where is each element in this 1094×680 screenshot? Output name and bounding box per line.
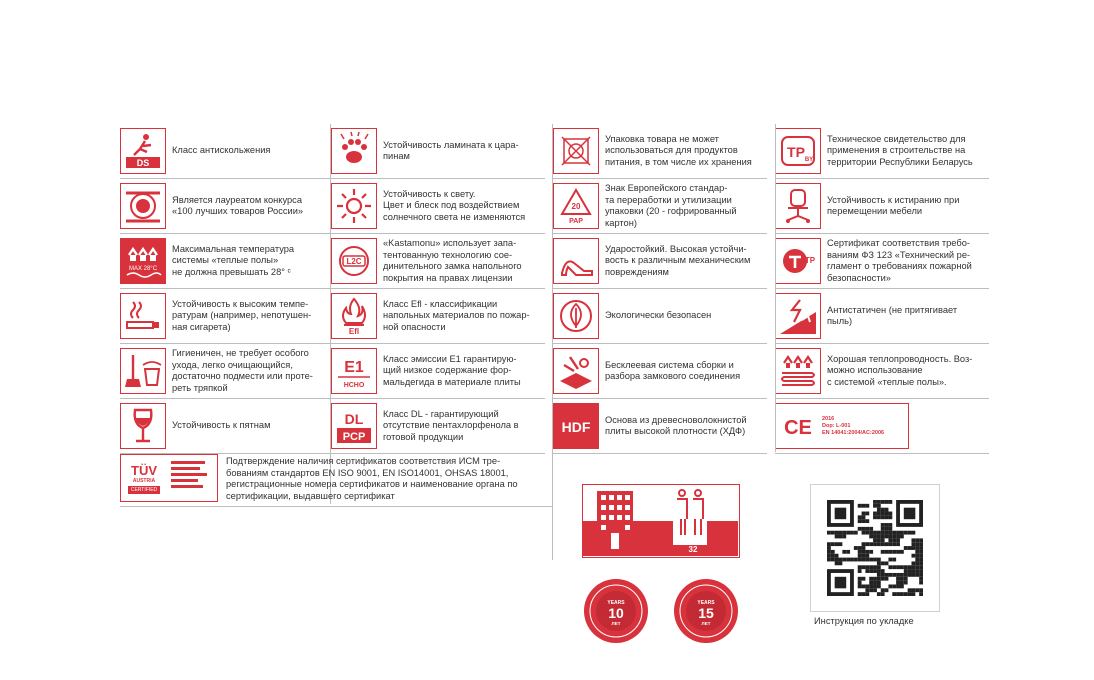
feature-label: Техническое свидетельство для применения в строительстве на территории Республики Беларусь	[827, 133, 973, 167]
feature-label: Устойчивость к истиранию при перемещении мебели	[827, 194, 960, 216]
seal-number: 15	[698, 605, 714, 621]
tuv-cert-list	[167, 455, 217, 501]
paw-icon	[331, 128, 377, 174]
feature-label: Хорошая теплопроводность. Воз- можно использование с системой «теплые полы».	[827, 353, 973, 387]
recycle-pap-icon	[553, 183, 599, 229]
feature-row	[553, 399, 767, 454]
l2c-lock-icon	[331, 238, 377, 284]
warranty-15-years-seal	[673, 578, 739, 644]
ds-tag: DS	[136, 158, 150, 168]
tuv-label: Подтверждение наличия сертификатов соответствия ИСМ тре- бованиям стандартов EN ISO 9001, EN ISO14001, OHSAS 18001, регистрационные номера сертификатов и наименование органа по сертификации, выдавшего сертификат	[226, 456, 518, 501]
feature-label: Класс DL - гарантирующий отсутствие пентахлорфенола в готовой продукции	[383, 408, 519, 442]
feature-row	[553, 344, 767, 399]
feature-row	[775, 289, 989, 344]
feature-label: Класс антискольжения	[172, 145, 271, 156]
feature-label: Бесклеевая система сборки и разбора замкового соединения	[605, 359, 741, 381]
feature-row	[775, 399, 989, 454]
ce-declaration	[822, 416, 884, 437]
tr-by-icon	[775, 128, 821, 174]
feature-row	[120, 344, 334, 399]
tuv-sub: AUSTRIA	[132, 477, 156, 484]
feature-row	[331, 179, 545, 234]
ce-icon	[775, 403, 909, 449]
tuv-certificate-row	[120, 452, 552, 507]
feature-row	[331, 344, 545, 399]
feature-row	[775, 344, 989, 399]
seal-sub: ЛЕТ	[701, 621, 711, 626]
office-chair-icon	[775, 183, 821, 229]
feature-label: Сертификат соответствия требо- ваниям ФЗ 123 «Технический ре- гламент о требованиях пожарной безопасности»	[827, 238, 972, 283]
feature-row	[553, 179, 767, 234]
feature-label: Гигиеничен, не требует особого ухода, легко очищающийся, достаточно подмести или проте- реть тряпкой	[172, 348, 313, 393]
feature-column-3	[553, 124, 767, 454]
feature-row	[553, 234, 767, 289]
feature-label: Устойчивость ламината к цара- пинам	[383, 139, 519, 161]
fire-cert-tag: ТР	[804, 256, 816, 265]
feature-label: Экологически безопасен	[605, 310, 712, 321]
pap-tag: PAP	[569, 218, 583, 225]
efl-tag: Efl	[348, 327, 360, 336]
wine-glass-icon	[120, 403, 166, 449]
column-divider	[330, 124, 331, 504]
feature-label: Класс Efl - классификации напольных материалов по пожар- ной опасности	[383, 298, 530, 332]
feature-row	[775, 179, 989, 234]
feature-row	[120, 179, 334, 234]
feature-label: Знак Европейского стандар- та переработки и утилизации упаковки (20 - гофрированный картон)	[605, 183, 737, 228]
feature-label: Является лауреатом конкурса «100 лучших товаров России»	[172, 194, 304, 216]
ce-year: 2016	[822, 415, 835, 422]
feature-row	[120, 124, 334, 179]
feature-column-1	[120, 124, 334, 454]
feature-label: Ударостойкий. Высокая устойчи- вость к различным механическим повреждениям	[605, 243, 751, 277]
feature-row	[775, 124, 989, 179]
seal-word: YEARS	[697, 600, 715, 606]
max-temp-tag: MAX 28°C	[128, 266, 158, 272]
cigarette-icon	[120, 293, 166, 339]
hdf-tag: HDF	[561, 419, 591, 435]
feature-row	[775, 234, 989, 289]
feature-label: Класс эмиссии E1 гарантирую- щий низкое содержание фор- мальдегида в материале плиты	[383, 353, 521, 387]
pcp-tag: PCP	[342, 431, 366, 443]
tuv-certified: CERTIFIED	[128, 486, 160, 494]
sun-icon	[331, 183, 377, 229]
ce-standard: EN 14041:2004/AC:2006	[822, 429, 885, 436]
seal-number: 10	[608, 605, 624, 621]
fire-cert-icon	[775, 238, 821, 284]
by-tag: BY	[804, 157, 814, 163]
e1-tag: E1	[344, 359, 364, 376]
installation-qr-code[interactable]	[810, 484, 940, 612]
glueless-icon	[553, 348, 599, 394]
l2c-tag: L2C	[346, 257, 362, 266]
tuv-logo	[121, 455, 167, 501]
feature-label: Устойчивость к высоким темпе- ратурам (например, непотушен- ная сигарета)	[172, 298, 312, 332]
feature-label: Устойчивость к свету. Цвет и блеск под воздействием солнечного света не изменяются	[383, 188, 526, 222]
column-divider	[775, 124, 776, 452]
feature-row	[553, 124, 767, 179]
tuv-badge	[120, 454, 218, 502]
feature-row	[120, 399, 334, 454]
feature-row	[331, 234, 545, 289]
feature-row	[331, 124, 545, 179]
tuv-brand: TÜV	[131, 462, 157, 478]
feature-column-2	[331, 124, 545, 454]
leaf-icon	[553, 293, 599, 339]
usage-class-number: 32	[688, 545, 698, 554]
recycle-number-tag: 20	[571, 202, 581, 211]
hdf-icon	[553, 403, 599, 449]
high-heel-icon	[553, 238, 599, 284]
ce-dop: Dop: L-001	[822, 422, 851, 429]
antistatic-icon	[775, 293, 821, 339]
usage-class-32-icon	[582, 484, 740, 558]
column-divider	[552, 124, 553, 560]
no-food-icon	[553, 128, 599, 174]
feature-column-4	[775, 124, 989, 454]
feature-row	[553, 289, 767, 344]
feature-row	[331, 289, 545, 344]
feature-label: Антистатичен (не притягивает пыль)	[827, 304, 958, 326]
feature-label: Максимальная температура системы «теплые полы» не должна превышать 28° ᶜ	[172, 243, 295, 277]
qr-caption: Инструкция по укладке	[814, 616, 914, 626]
cleaning-icon	[120, 348, 166, 394]
feature-label: Устойчивость к пятнам	[172, 420, 271, 431]
dl-pcp-icon	[331, 403, 377, 449]
anti-slip-icon	[120, 128, 166, 174]
feature-row	[120, 289, 334, 344]
feature-label: Упаковка товара не может использоваться для продуктов питания, в том числе их хранения	[605, 133, 752, 167]
floor-heating-icon	[775, 348, 821, 394]
max-temperature-icon	[120, 238, 166, 284]
ce-tag: CE	[784, 417, 812, 439]
seal-word: YEARS	[607, 600, 625, 606]
feature-row	[120, 234, 334, 289]
fire-class-icon	[331, 293, 377, 339]
e1-icon	[331, 348, 377, 394]
tr-tag: TP	[787, 144, 805, 160]
feature-label: Основа из древесноволокнистой плиты высокой плотности (ХДФ)	[605, 414, 747, 436]
qr-code-icon	[827, 500, 923, 596]
feature-row	[331, 399, 545, 454]
warranty-10-years-seal	[583, 578, 649, 644]
seal-sub: ЛЕТ	[611, 621, 621, 626]
hcho-tag: НСНО	[343, 382, 365, 389]
feature-label: «Kastamonu» использует запа- тентованную технологию сое- динительного замка напольного покрытия на правах лицензии	[383, 238, 522, 283]
best-goods-logo-icon	[120, 183, 166, 229]
dl-tag: DL	[344, 411, 364, 427]
